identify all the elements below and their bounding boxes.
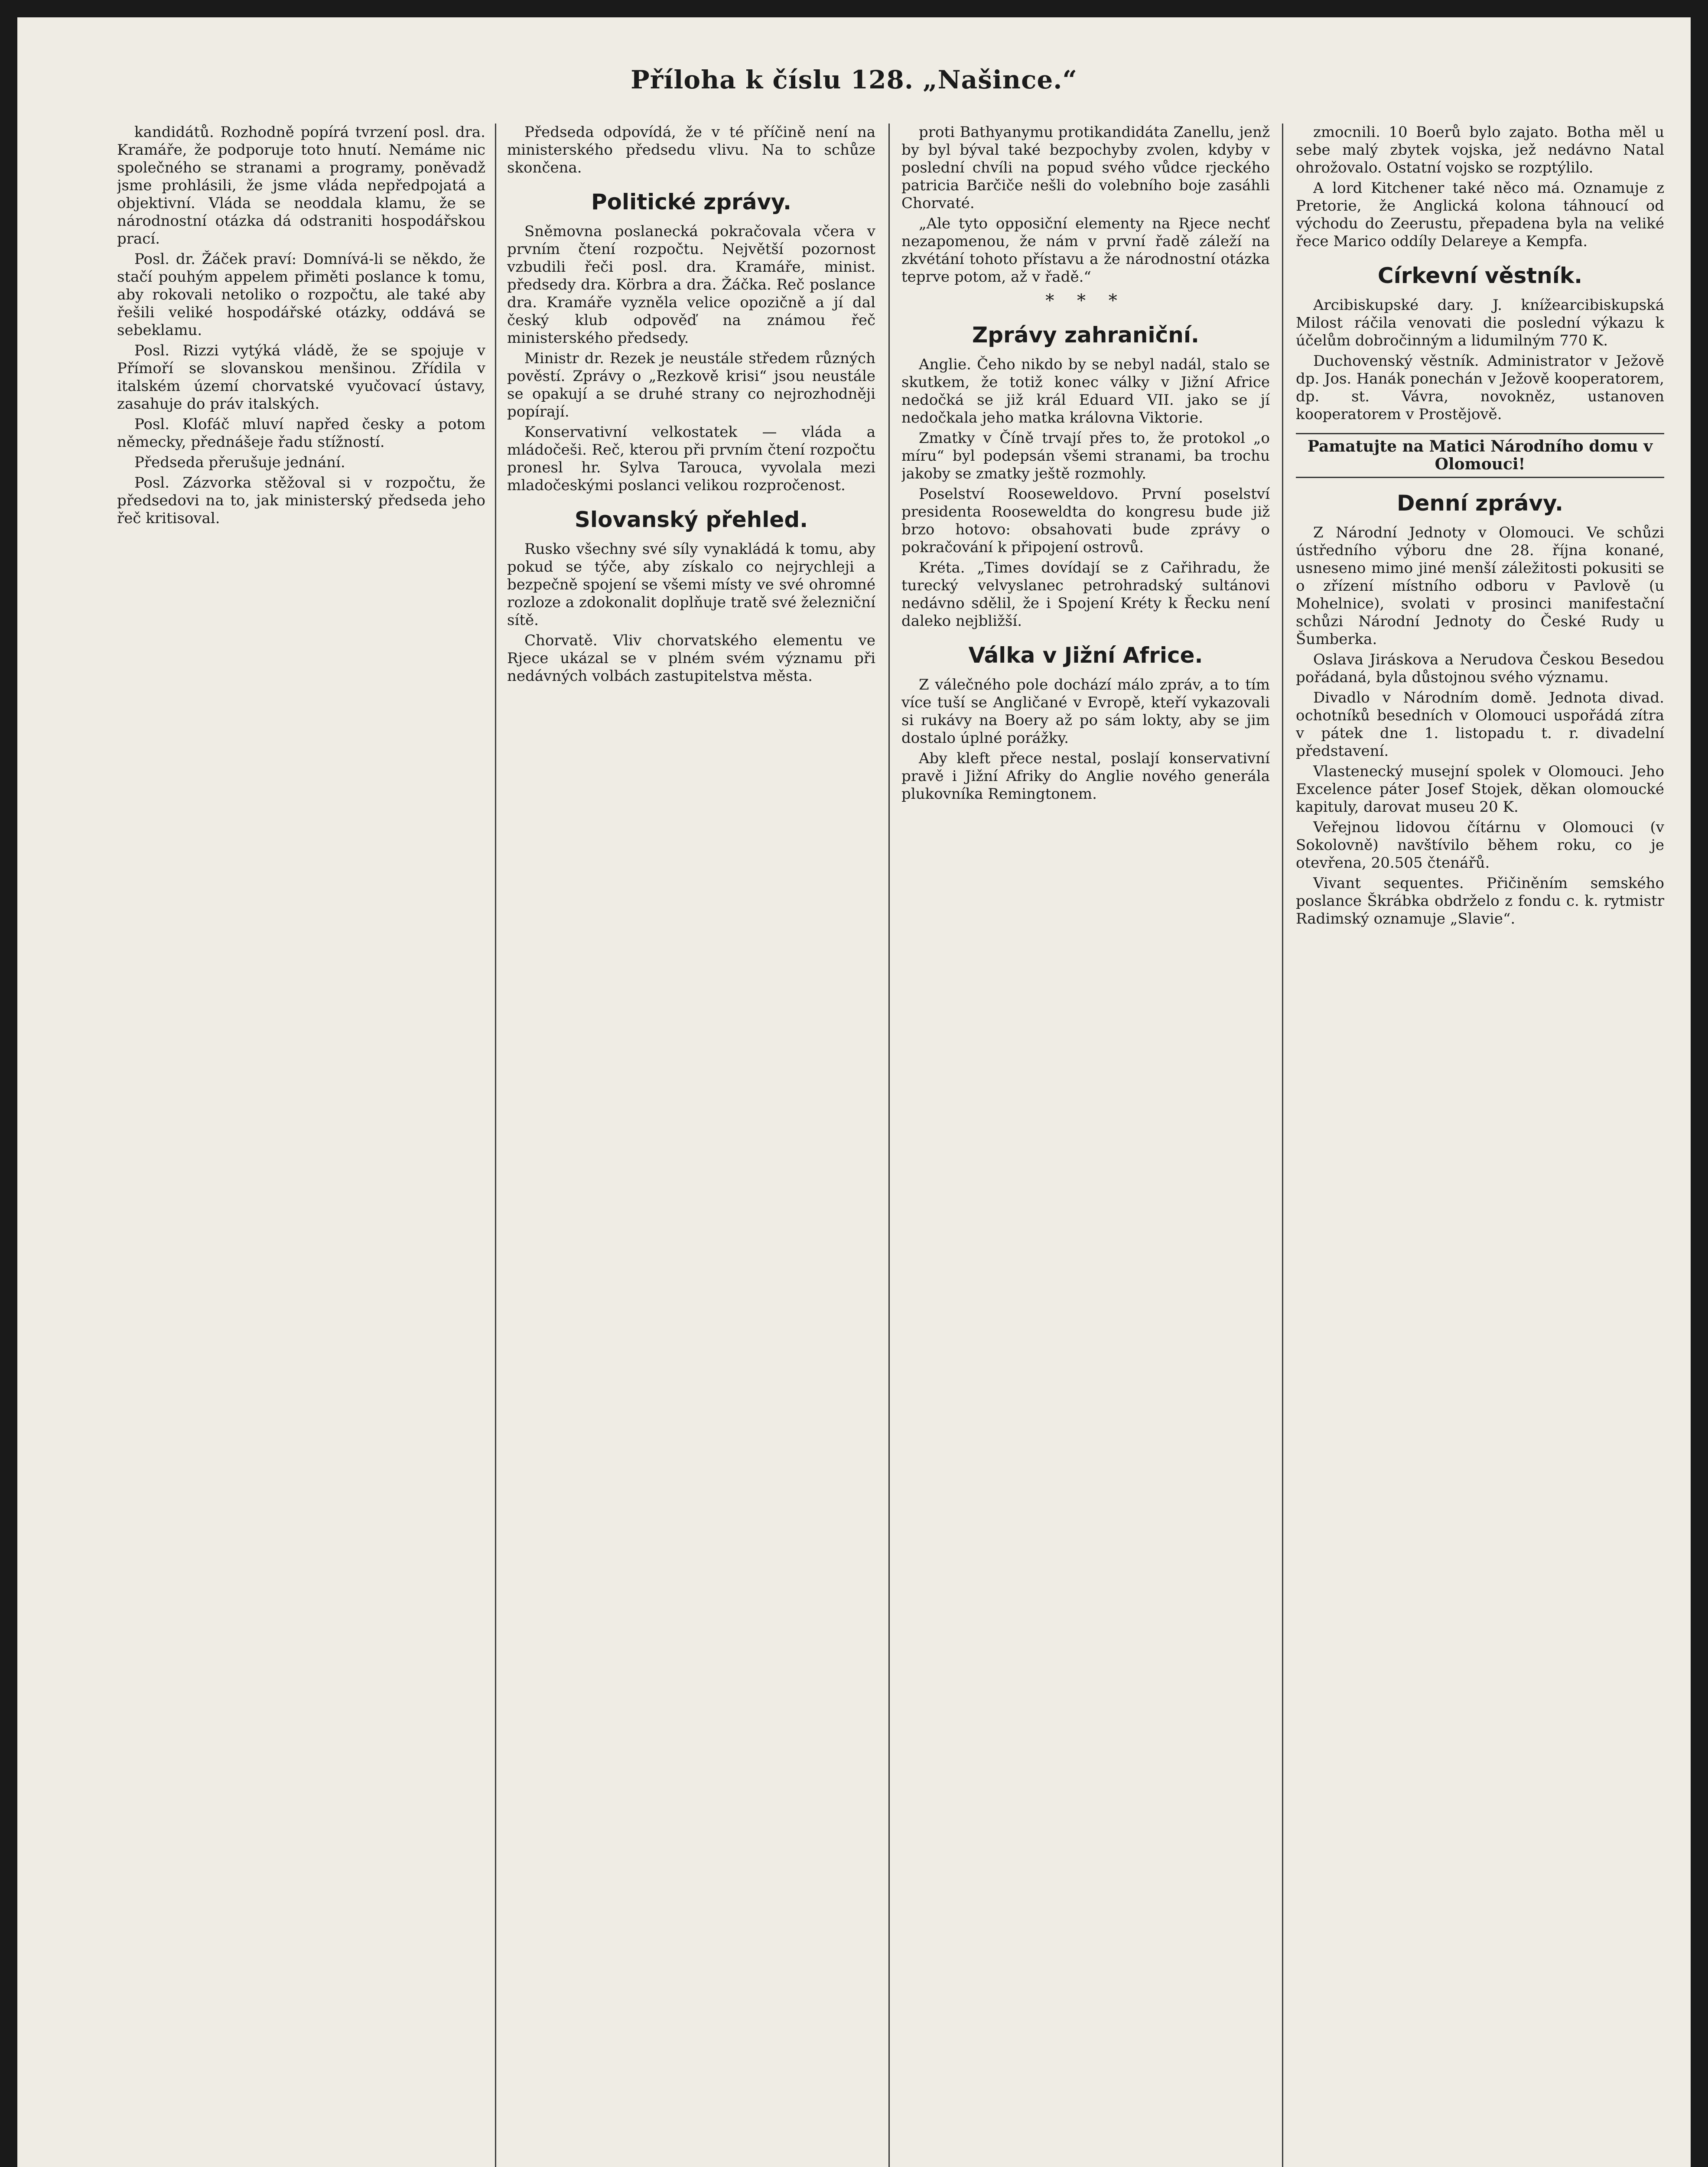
newspaper-page — [17, 17, 1691, 2167]
paragraph: Anglie. Čeho nikdo by se nebyl nadál, stalo se skutkem, že totiž konec války v Jižní Africe nedočká se již král Eduard VII. jako se jí nedočkala jeho matka královna Viktorie. — [901, 356, 1270, 426]
paragraph: Posl. dr. Žáček praví: Domnívá-li se někdo, že stačí pouhým appelem přiměti poslance k tomu, aby rokovali netoliko o rozpočtu, ale také aby řešili veliké hospodářské otázky, oddává se sebeklamu. — [117, 251, 485, 339]
column-1 — [117, 124, 485, 2167]
paragraph: Z válečného pole dochází málo zpráv, a to tím více tuší se Angličané v Evropě, kteří vykazovali si rukávy na Boery až po sám lokty, aby se jim dostalo úplné porážky. — [901, 676, 1270, 747]
matice-notice: Pamatujte na Matici Národního domu v Olomouci! — [1296, 433, 1664, 478]
asterism-divider: * * * — [1045, 291, 1126, 311]
column-3 — [901, 124, 1270, 2167]
section-title-valka: Válka v Jižní Africe. — [968, 643, 1203, 668]
paragraph: Vlastenecký musejní spolek v Olomouci. Jeho Excelence páter Josef Stojek, děkan olomoucké kapituly, darovat museu 20 K. — [1296, 763, 1664, 816]
column-divider — [495, 124, 496, 2167]
paragraph: Předseda odpovídá, že v té příčině není na ministerského předsedu vlivu. Na to schůze skončena. — [507, 124, 875, 176]
paragraph: zmocnili. 10 Boerů bylo zajato. Botha měl u sebe malý zbytek vojska, jež nedávno Natal ohrožovalo. Ostatní vojsko se rozptýlilo. — [1296, 124, 1664, 176]
section-title-politicke: Politické zprávy. — [591, 189, 792, 215]
column-divider — [1282, 124, 1283, 2167]
paragraph: Posl. Rizzi vytýká vládě, že se spojuje v Přímoří se slovanskou menšinou. Zřídila v italském území chorvatské vyučovací ústavy, zasahuje do práv italských. — [117, 342, 485, 413]
paragraph: Arcibiskupské dary. J. knížearcibiskupská Milost ráčila venovati die poslední výkazu k účelům dobročinným a lidumilným 770 K. — [1296, 296, 1664, 349]
paragraph: Chorvatě. Vliv chorvatského elementu ve Rjece ukázal se v plném svém významu při nedávných volbách zastupitelstva města. — [507, 632, 875, 685]
paragraph: Konservativní velkostatek — vláda a mládočeši. Reč, kterou při prvním čtení rozpočtu pronesl hr. Sylva Tarouca, vyvolala mezi mladočeskými poslanci velikou rozpročenost. — [507, 423, 875, 494]
paragraph: „Ale tyto opposiční elementy na Rjece nechť nezapomenou, že nám v první řadě záleží na zkvétání tohoto přístavu a že národnostní otázka teprve potom, až v řadě.“ — [901, 215, 1270, 286]
paragraph: Posl. Zázvorka stěžoval si v rozpočtu, že předsedovi na to, jak ministerský předseda jeho řeč kritisoval. — [117, 474, 485, 527]
section-title-denni: Denní zprávy. — [1396, 491, 1564, 516]
paragraph: Oslava Jiráskova a Nerudova Českou Besedou pořádaná, byla důstojnou svého významu. — [1296, 651, 1664, 686]
column-2 — [507, 124, 875, 2167]
column-divider — [888, 124, 890, 2167]
paragraph: Předseda přerušuje jednání. — [134, 454, 345, 471]
paragraph: Kréta. „Times dovídají se z Cařihradu, že turecký velvyslanec petrohradský sultánovi nedávno sdělil, že i Spojení Kréty k Řecku není daleko nejbližší. — [901, 559, 1270, 630]
section-title-cirkevni: Církevní věstník. — [1377, 263, 1583, 288]
page-header: Příloha k číslu 128. „Našince.“ — [631, 65, 1077, 94]
section-title-slovansky: Slovanský přehled. — [574, 507, 808, 532]
paragraph: Vivant sequentes. Přičiněním semského poslance Škrábka obdrželo z fondu c. k. rytmistr Radimský oznamuje „Slavie“. — [1296, 875, 1664, 927]
paragraph: Duchovenský věstník. Administrator v Ježově dp. Jos. Hanák ponechán v Ježově kooperatorem, dp. st. Vávra, novokněz, ustanoven kooperatorem v Prostějově. — [1296, 352, 1664, 423]
paragraph: proti Bathyanymu protikandidáta Zanellu, jenž by byl býval také bezpochyby zvolen, kdyby v poslední chvíli na popud svého vůdce rjeckého patricia Barčiče nešli do volebního boje zasáhli Chorvaté. — [901, 124, 1270, 212]
section-title-zpravy: Zprávy zahraniční. — [972, 322, 1199, 348]
paragraph: Z Národní Jednoty v Olomouci. Ve schůzi ústředního výboru dne 28. října konané, usneseno mimo jiné menší záležitosti pokusiti se o zřízení místního odboru v Pavlově (u Mohelnice), svolati v prosinci manifestační schůzi Národní Jednoty do České Rudy u Šumberka. — [1296, 524, 1664, 648]
paragraph: Posl. Klofáč mluví napřed česky a potom německy, přednášeje řadu stížností. — [117, 416, 485, 451]
paragraph: Poselství Rooseweldovo. První poselství presidenta Rooseweldta do kongresu bude již brzo hotovo: obsahovati bude zprávy o pokračování k připojení ostrovů. — [901, 485, 1270, 556]
paragraph: Rusko všechny své síly vynakládá k tomu, aby pokud se týče, aby získalo co nejrychleji a bezpečně spojení se všemi místy ve své ohromné rozloze a zdokonalit doplňuje tratě své železniční sítě. — [507, 540, 875, 629]
paragraph: Ministr dr. Rezek je neustále středem různých pověstí. Zprávy o „Rezkově krisi“ jsou neustále se opakují a se druhé strany co nejrozhodněji popírají. — [507, 350, 875, 420]
paragraph: Aby kleft přece nestal, poslají konservativní pravě i Jižní Afriky do Anglie nového generála plukovníka Remingtonem. — [901, 750, 1270, 803]
column-4 — [1296, 124, 1664, 2167]
paragraph: Zmatky v Číně trvají přes to, že protokol „o míru“ byl podepsán všemi stranami, ba trochu jakoby se zmatky ještě rozmohly. — [901, 429, 1270, 482]
paragraph: Sněmovna poslanecká pokračovala včera v prvním čtení rozpočtu. Největší pozornost vzbudili řeči posl. dra. Kramáře, minist. předsedy dra. Körbra a dra. Žáčka. Reč poslance dra. Kramáře vyzněla velice opozičně a jí dal český klub odpověď na známou řeč ministerského předsedy. — [507, 223, 875, 347]
paragraph: kandidátů. Rozhodně popírá tvrzení posl. dra. Kramáře, že podporuje toto hnutí. Nemáme nic společného se stranami a programy, poněvadž jsme prohlásili, že jsme vláda nepředpojatá a objektivní. Vláda se neoddala klamu, že se národnostní otázka dá odstraniti hospodářskou prací. — [117, 124, 485, 247]
paragraph: A lord Kitchener také něco má. Oznamuje z Pretorie, že Anglická kolona táhnoucí od východu do Zeerustu, přepadena byla na veliké řece Marico oddíly Delareye a Kempfa. — [1296, 179, 1664, 250]
paragraph: Divadlo v Národním domě. Jednota divad. ochotníků besedních v Olomouci uspořádá zítra v pátek dne 1. listopadu t. r. divadelní představení. — [1296, 689, 1664, 760]
paragraph: Veřejnou lidovou čítárnu v Olomouci (v Sokolovně) navštívilo během roku, co je otevřena, 20.505 čtenářů. — [1296, 819, 1664, 872]
